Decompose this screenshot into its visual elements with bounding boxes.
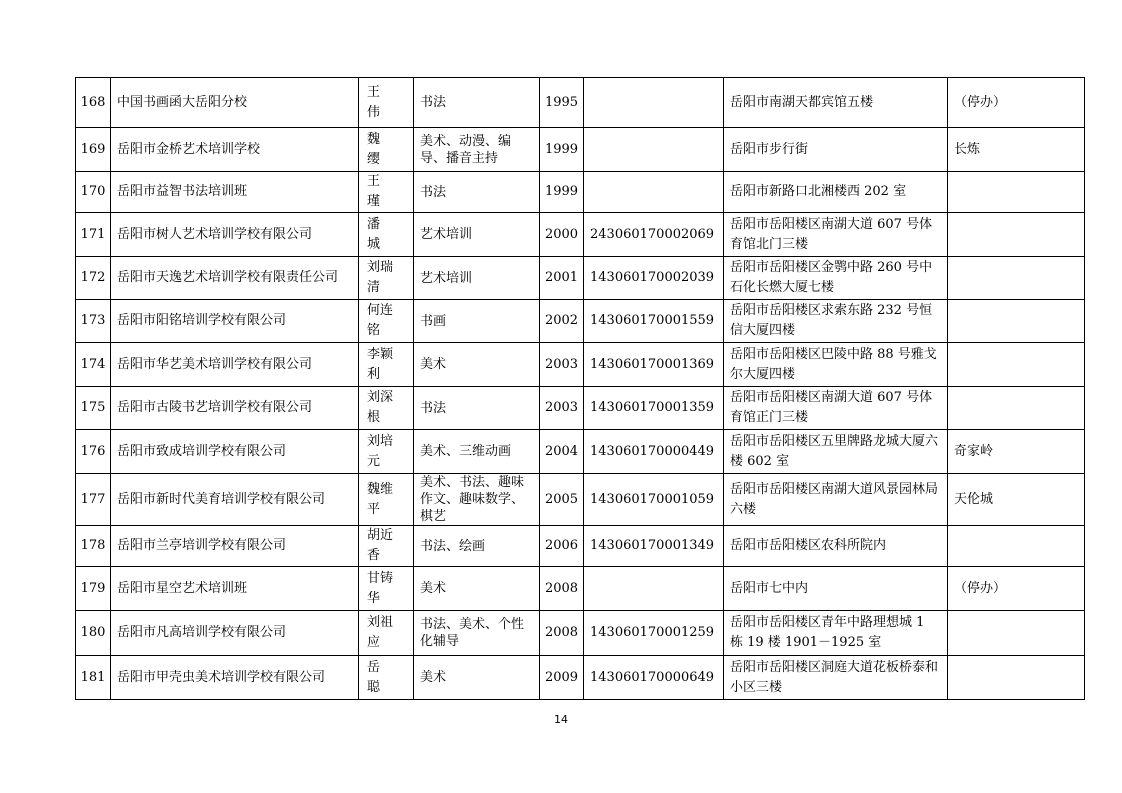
cell-number: 172 <box>76 257 111 300</box>
cell-note <box>948 656 1085 700</box>
cell-year: 1999 <box>540 128 584 172</box>
cell-school-name: 中国书画函大岳阳分校 <box>111 78 359 128</box>
cell-subject: 美术 <box>414 343 540 387</box>
cell-school-name: 岳阳市致成培训学校有限公司 <box>111 430 359 474</box>
cell-person: 刘深根 <box>359 387 414 430</box>
cell-school-name: 岳阳市金桥艺术培训学校 <box>111 128 359 172</box>
table-row <box>76 128 1085 172</box>
cell-license-number: 143060170001369 <box>584 343 724 387</box>
cell-year: 2000 <box>540 213 584 257</box>
cell-person: 岳 聪 <box>359 656 414 700</box>
cell-address: 岳阳市岳阳楼区南湖大道风景园林局六楼 <box>724 474 948 526</box>
cell-license-number: 243060170002069 <box>584 213 724 257</box>
cell-note <box>948 257 1085 300</box>
cell-address: 岳阳市岳阳楼区巴陵中路 88 号雅戈尔大厦四楼 <box>724 343 948 387</box>
cell-note <box>948 343 1085 387</box>
cell-subject: 艺术培训 <box>414 257 540 300</box>
cell-note: 奇家岭 <box>948 430 1085 474</box>
cell-address: 岳阳市岳阳楼区青年中路理想城 1 栋 19 楼 1901－1925 室 <box>724 611 948 656</box>
cell-address: 岳阳市岳阳楼区五里牌路龙城大厦六楼 602 室 <box>724 430 948 474</box>
cell-address: 岳阳市南湖天都宾馆五楼 <box>724 78 948 128</box>
cell-year: 2006 <box>540 526 584 567</box>
table-row <box>76 567 1085 611</box>
cell-address: 岳阳市岳阳楼区南湖大道 607 号体育馆北门三楼 <box>724 213 948 257</box>
cell-license-number <box>584 172 724 213</box>
table-row <box>76 474 1085 526</box>
cell-note <box>948 611 1085 656</box>
cell-note <box>948 387 1085 430</box>
cell-school-name: 岳阳市华艺美术培训学校有限公司 <box>111 343 359 387</box>
cell-note: 长炼 <box>948 128 1085 172</box>
cell-year: 2004 <box>540 430 584 474</box>
table-row <box>76 526 1085 567</box>
cell-school-name: 岳阳市新时代美育培训学校有限公司 <box>111 474 359 526</box>
cell-address: 岳阳市岳阳楼区农科所院内 <box>724 526 948 567</box>
cell-year: 2003 <box>540 343 584 387</box>
cell-license-number: 143060170001359 <box>584 387 724 430</box>
cell-license-number: 143060170000449 <box>584 430 724 474</box>
schools-table <box>75 77 1085 700</box>
cell-year: 1999 <box>540 172 584 213</box>
cell-subject: 艺术培训 <box>414 213 540 257</box>
cell-school-name: 岳阳市星空艺术培训班 <box>111 567 359 611</box>
cell-subject: 美术、书法、趣味作文、趣味数学、棋艺 <box>414 474 540 526</box>
cell-person: 王 瑾 <box>359 172 414 213</box>
cell-subject: 美术、三维动画 <box>414 430 540 474</box>
cell-note <box>948 172 1085 213</box>
cell-subject: 美术 <box>414 656 540 700</box>
cell-person: 魏 缨 <box>359 128 414 172</box>
cell-person: 李颖利 <box>359 343 414 387</box>
table-row <box>76 172 1085 213</box>
cell-license-number: 143060170001559 <box>584 300 724 343</box>
cell-license-number: 143060170001349 <box>584 526 724 567</box>
cell-license-number <box>584 567 724 611</box>
cell-person: 甘铸华 <box>359 567 414 611</box>
cell-person: 潘 城 <box>359 213 414 257</box>
table-row <box>76 300 1085 343</box>
cell-number: 179 <box>76 567 111 611</box>
cell-subject: 书法、美术、个性化辅导 <box>414 611 540 656</box>
cell-subject: 书法 <box>414 172 540 213</box>
cell-year: 2008 <box>540 611 584 656</box>
cell-number: 181 <box>76 656 111 700</box>
cell-school-name: 岳阳市阳铭培训学校有限公司 <box>111 300 359 343</box>
cell-year: 2003 <box>540 387 584 430</box>
cell-person: 刘培元 <box>359 430 414 474</box>
cell-address: 岳阳市岳阳楼区南湖大道 607 号体育馆正门三楼 <box>724 387 948 430</box>
cell-license-number: 143060170001059 <box>584 474 724 526</box>
cell-address: 岳阳市岳阳楼区求索东路 232 号恒信大厦四楼 <box>724 300 948 343</box>
cell-year: 2001 <box>540 257 584 300</box>
page-number: 14 <box>554 713 568 726</box>
table-row <box>76 78 1085 128</box>
cell-subject: 书法 <box>414 78 540 128</box>
cell-license-number: 143060170001259 <box>584 611 724 656</box>
cell-number: 174 <box>76 343 111 387</box>
cell-person: 魏维平 <box>359 474 414 526</box>
cell-school-name: 岳阳市甲壳虫美术培训学校有限公司 <box>111 656 359 700</box>
cell-subject: 书法、绘画 <box>414 526 540 567</box>
cell-note: （停办） <box>948 78 1085 128</box>
table-row <box>76 213 1085 257</box>
cell-person: 刘瑞清 <box>359 257 414 300</box>
cell-number: 168 <box>76 78 111 128</box>
cell-number: 180 <box>76 611 111 656</box>
cell-person: 胡近香 <box>359 526 414 567</box>
cell-person: 刘祖应 <box>359 611 414 656</box>
cell-note <box>948 526 1085 567</box>
table-row <box>76 611 1085 656</box>
cell-person: 何连铭 <box>359 300 414 343</box>
cell-number: 170 <box>76 172 111 213</box>
table-row <box>76 387 1085 430</box>
cell-license-number <box>584 128 724 172</box>
table-body <box>76 78 1085 700</box>
cell-number: 169 <box>76 128 111 172</box>
cell-address: 岳阳市岳阳楼区金鹗中路 260 号中石化长燃大厦七楼 <box>724 257 948 300</box>
cell-number: 176 <box>76 430 111 474</box>
cell-school-name: 岳阳市树人艺术培训学校有限公司 <box>111 213 359 257</box>
cell-address: 岳阳市岳阳楼区洞庭大道花板桥泰和小区三楼 <box>724 656 948 700</box>
cell-note <box>948 213 1085 257</box>
cell-address: 岳阳市七中内 <box>724 567 948 611</box>
table-row <box>76 430 1085 474</box>
cell-subject: 书画 <box>414 300 540 343</box>
cell-number: 177 <box>76 474 111 526</box>
cell-school-name: 岳阳市天逸艺术培训学校有限责任公司 <box>111 257 359 300</box>
cell-note: （停办） <box>948 567 1085 611</box>
cell-year: 2009 <box>540 656 584 700</box>
cell-year: 2005 <box>540 474 584 526</box>
schools-table-wrapper <box>75 77 1084 700</box>
cell-address: 岳阳市步行街 <box>724 128 948 172</box>
cell-subject: 美术 <box>414 567 540 611</box>
cell-number: 173 <box>76 300 111 343</box>
cell-license-number: 143060170000649 <box>584 656 724 700</box>
table-row <box>76 257 1085 300</box>
cell-subject: 美术、动漫、编导、播音主持 <box>414 128 540 172</box>
cell-note <box>948 300 1085 343</box>
cell-license-number <box>584 78 724 128</box>
cell-year: 1995 <box>540 78 584 128</box>
cell-number: 178 <box>76 526 111 567</box>
cell-year: 2008 <box>540 567 584 611</box>
cell-school-name: 岳阳市凡高培训学校有限公司 <box>111 611 359 656</box>
cell-license-number: 143060170002039 <box>584 257 724 300</box>
cell-person: 王 伟 <box>359 78 414 128</box>
cell-school-name: 岳阳市兰亭培训学校有限公司 <box>111 526 359 567</box>
cell-school-name: 岳阳市益智书法培训班 <box>111 172 359 213</box>
table-row <box>76 343 1085 387</box>
cell-number: 175 <box>76 387 111 430</box>
cell-subject: 书法 <box>414 387 540 430</box>
cell-year: 2002 <box>540 300 584 343</box>
cell-address: 岳阳市新路口北湘楼西 202 室 <box>724 172 948 213</box>
cell-note: 天伦城 <box>948 474 1085 526</box>
table-row <box>76 656 1085 700</box>
cell-number: 171 <box>76 213 111 257</box>
cell-school-name: 岳阳市古陵书艺培训学校有限公司 <box>111 387 359 430</box>
